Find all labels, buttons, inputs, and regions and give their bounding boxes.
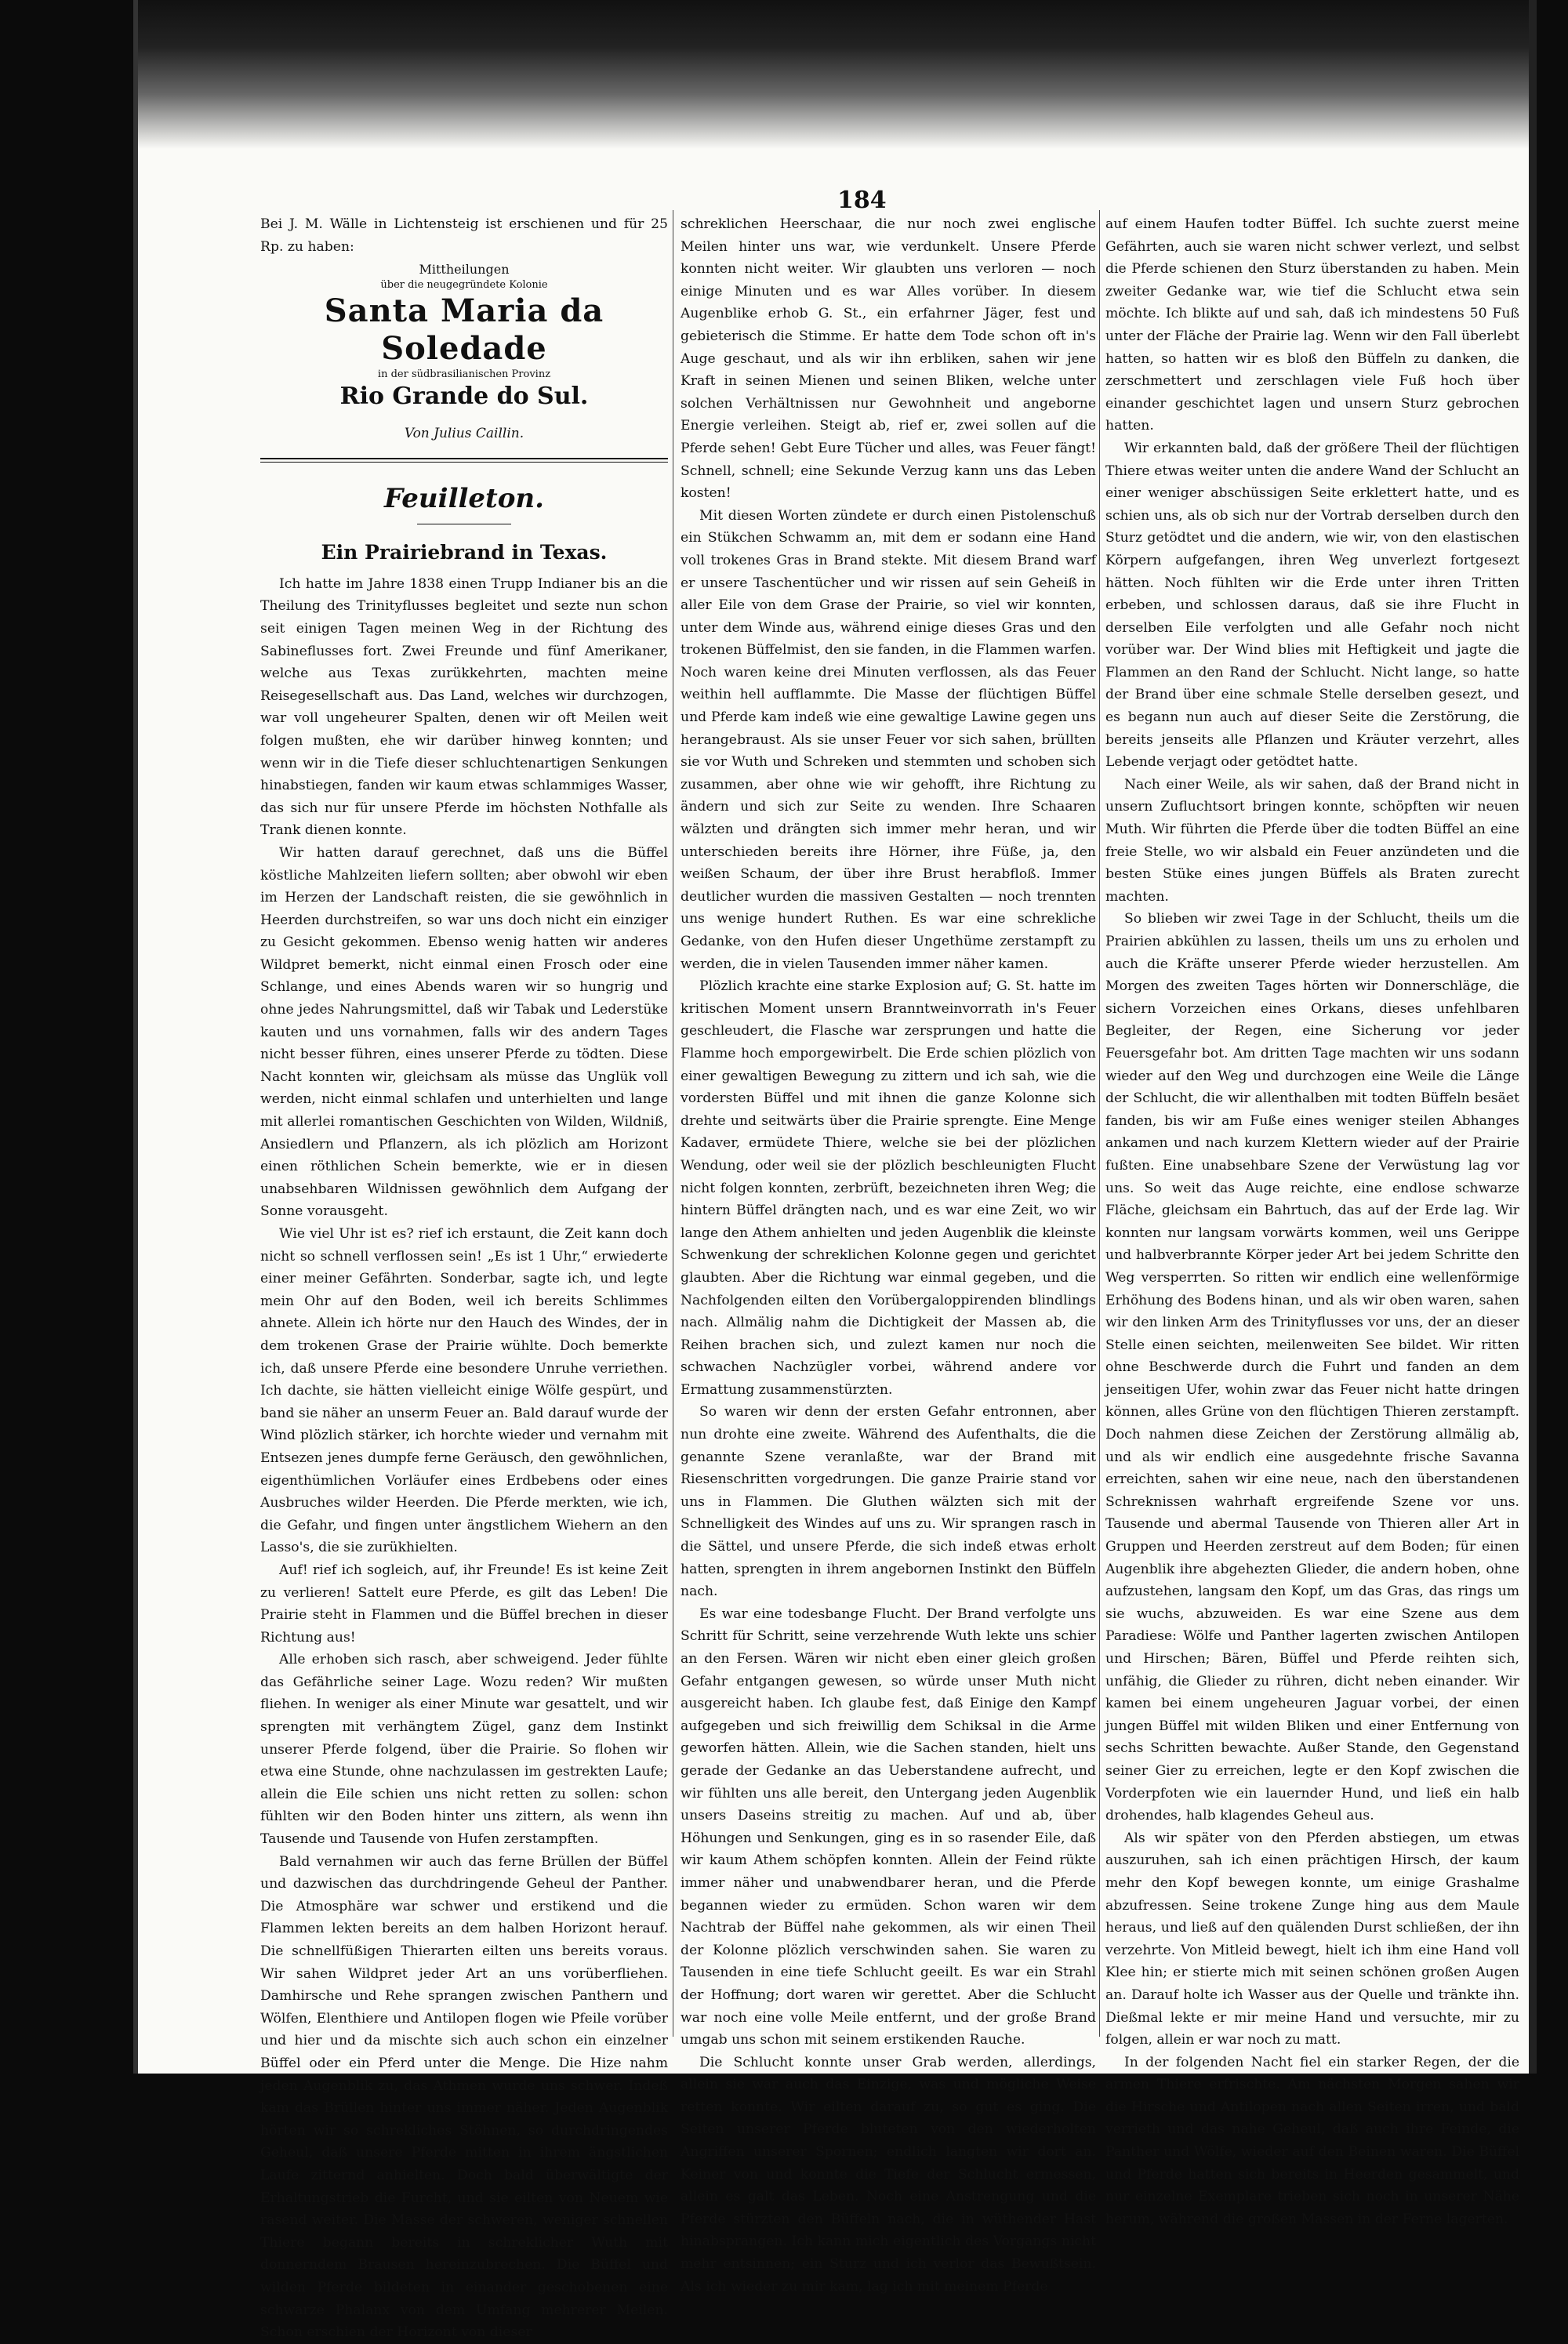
page-top-shadow: [133, 0, 1537, 149]
page-number: 184: [837, 187, 887, 214]
paragraph: Wie viel Uhr ist es? rief ich erstaunt, die Zeit kann doch nicht so schnell verflossen sein! „Es ist 1 Uhr,“ erwiederte einer meiner Gefährten. Sonderbar, sagte ich, und legte mein Ohr auf den Boden, weil ich bereits Schlimmes ahnete. Allein ich hörte nur den Hauch des Windes, der in dem trokenen Grase der Prairie wühlte. Doch bemerkte ich, daß unsere Pferde eine besondere Unruhe verriethen. Ich dachte, sie hätten vielleicht einige Wölfe gespürt, und band sie näher an unserm Feuer an. Bald darauf wurde der Wind plözlich stärker, ich horchte wieder und vernahm mit Entsezen jenes dumpfe ferne Geräusch, den gewöhnlichen, eigenthümlichen Vorläufer eines Erdbebens oder eines Ausbruches wilder Heerden. Die Pferde merkten, wie ich, die Gefahr, und fingen unter ängstlichem Wiehern an den Lasso's, die sie zurükhielten.: [260, 1226, 668, 1556]
paragraph: Mit diesen Worten zündete er durch einen Pistolenschuß ein Stükchen Schwamm an, mit dem er sodann eine Hand voll trokenes Gras in Brand stekte. Mit diesem Brand warf er unsere Taschentücher und wir rissen auf sein Geheiß in aller Eile von dem Grase der Prairie, so viel wir konnten, unter dem Winde aus, während einige dieses Gras und den trokenen Büffelmist, den sie fanden, in die Flammen warfen. Noch waren keine drei Minuten verflossen, als das Feuer weithin hell aufflammte. Die Masse der flüchtigen Büffel und Pferde kam indeß wie eine gewaltige Lawine gegen uns herangebraust. Als sie unser Feuer vor sich sahen, brüllten sie vor Wuth und Schreken und stemmten und schoben sich zusammen, aber ohne wie wir gehofft, ihre Richtung zu ändern und sich zur Seite zu wenden. Ihre Schaaren wälzten und drängten sich immer mehr heran, und wir unterschieden bereits ihre Hörner, ihre Füße, ja, den weißen Schaum, der über ihre Brust herabfloß. Immer deutlicher wurden die massiven Gestalten — noch trennten uns wenige hundert Ruthen. Es war eine schrekliche Gedanke, von den Hufen dieser Ungethüme zerstampft zu werden, die in vielen Tausenden immer näher kamen.: [681, 507, 1096, 972]
page-spine-edge: [133, 0, 138, 2074]
column-divider: [1099, 210, 1100, 2037]
paragraph: Ich hatte im Jahre 1838 einen Trupp Indianer bis an die Theilung des Trinityflusses begleitet und sezte nun schon seit einigen Tagen meinen Weg in der Richtung des Sabineflusses fort. Zwei Freunde und fünf Amerikaner, welche aus Texas zurükkehrten, machten meine Reisegesellschaft aus. Das Land, welches wir durchzogen, war voll ungeheurer Spalten, denen wir oft Meilen weit folgen mußten, ehe wir darüber hinweg konnten; und wenn wir in die Tiefe dieser schluchtenartigen Senkungen hinabstiegen, fanden wir kaum etwas schlammiges Wasser, das sich nur für unsere Pferde im höchsten Nothfalle als Trank dienen konnte.: [260, 575, 668, 839]
paragraph: Alle erhoben sich rasch, aber schweigend. Jeder fühlte das Gefährliche seiner Lage. Wozu reden? Wir mußten fliehen. In weniger als einer Minute war gesattelt, und wir sprengten mit verhängtem Zügel, ganz dem Instinkt unserer Pferde folgend, über die Prairie. So flohen wir etwa eine Stunde, ohne nachzulassen im gestrekten Laufe; allein die Eile schien uns nicht retten zu sollen: schon fühlten wir den Boden hinter uns zittern, als wenn ihn Tausende und Tausende von Hufen zerstampften.: [260, 1652, 668, 1848]
paragraph: Wir erkannten bald, daß der größere Theil der flüchtigen Thiere etwas weiter unten die andere Wand der Schlucht an einer weniger abschüssigen Seite erklettert hatte, und es schien uns, als ob sich nur der Vortrab derselben durch den Sturz getödtet und die andern, wie wir, von den elastischen Körpern aufgefangen, ihren Weg unverlezt fortgesezt hätten. Noch fühlten wir die Erde unter ihren Tritten erbeben, und schlossen daraus, daß sie ihre Flucht in derselben Eile verfolgten und alle Gefahr noch nicht vorüber war. Der Wind blies mit Heftigkeit und jagte die Flammen an den Rand der Schlucht. Nicht lange, so hatte der Brand über eine schmale Stelle derselben gesezt, und es begann nun auch auf dieser Seite die Zerstörung, die bereits jenseits alle Pflanzen und Kräuter verzehrt, alles Lebende verjagt oder getödtet hatte.: [1105, 440, 1519, 771]
paragraph: So blieben wir zwei Tage in der Schlucht, theils um die Prairien abkühlen zu lassen, theils um uns zu erholen und auch die Kräfte unserer Pferde wieder herzustellen. Am Morgen des zweiten Tages hörten wir Donnerschläge, die sichern Vorzeichen eines Orkans, dieses unfehlbaren Begleiter, der Regen, eine Sicherung vor jeder Feuersgefahr bot. Am dritten Tage machten wir uns sodann wieder auf den Weg und durchzogen eine Weile die Länge der Schlucht, die wir allenthalben mit todten Büffeln besäet fanden, bis wir am Fuße eines weniger steilen Abhanges ankamen und nach kurzem Klettern wieder auf der Prairie fußten. Eine unabsehbare Szene der Verwüstung lag vor uns. So weit das Auge reichte, eine endlose schwarze Fläche, gleichsam ein Bahrtuch, das auf der Erde lag. Wir konnten nur langsam vorwärts kommen, weil uns Gerippe und halbverbrannte Körper jeder Art bei jedem Schritte den Weg versperrten. So ritten wir endlich eine wellenförmige Erhöhung des Bodens hinan, und als wir oben waren, sahen wir den linken Arm des Trinityflusses vor uns, der an dieser Stelle einen seichten, meilenweiten See bildet. Wir ritten ohne Beschwerde durch die Fuhrt und fanden an dem jenseitigen Ufer, wohin zwar das Feuer nicht hatte dringen können, alles Grüne von den flüchtigen Thieren zerstampft. Doch nahmen diese Zeichen der Zerstörung allmälig ab, und als wir endlich eine ausgedehnte frische Savanna erreichten, sahen wir eine neue, nach den überstandenen Schreknissen wahrhaft ergreifende Szene vor uns. Tausende und abermal Tausende von Thieren aller Art in Gruppen und Heerden zerstreut auf dem Boden; für einen Augenblik ihre abgehezten Glieder, die andern hoben, ohne aufzustehen, langsam den Kopf, um das Gras, das rings um sie wuchs, abzuweiden. Es war eine Szene aus dem Paradiese: Wölfe und Panther lagerten zwischen Antilopen und Hirschen; Bären, Büffel und Pferde reihten sich, unfähig, die Glieder zu rühren, dicht neben einander. Wir kamen bei einem ungeheuren Jaguar vorbei, der einen jungen Büffel mit wilden Bliken und einer Entfernung von sechs Schritten bewachte. Außer Stande, den Gegenstand seiner Gier zu erreichen, legte er den Kopf zwischen die Vorderpfoten wie ein lauernder Hund, und ließ ein halb drohendes, halb klagendes Geheul aus.: [1105, 911, 1519, 1824]
paragraph: Es war eine todesbange Flucht. Der Brand verfolgte uns Schritt für Schritt, seine verzehrende Wuth lekte uns schier an den Fersen. Wären wir nicht eben einer gleich großen Gefahr entgangen gewesen, so würde unser Muth nicht ausgereicht haben. Ich glaube fest, daß Einige den Kampf aufgegeben und sich freiwillig dem Schiksal in die Arme geworfen hätten. Allein, wie die Sachen standen, hielt uns gerade der Gedanke an das Ueberstandene aufrecht, und wir fühlten uns alle bereit, den Untergang jeden Augenblik unsers Daseins streitig zu machen. Auf und ab, über Höhungen und Senkungen, ging es in so rasender Eile, daß wir kaum Athem schöpfen konnten. Allein der Feind rükte immer näher und unabwendbarer heran, und die Pferde begannen wieder zu ermüden. Schon waren wir dem Nachtrab der Büffel nahe gekommen, als wir einen Theil der Kolonne plözlich verschwinden sahen. Sie waren zu Tausenden in eine tiefe Schlucht geeilt. Es war ein Strahl der Hoffnung; dort waren wir gerettet. Aber die Schlucht war noch eine volle Meile entfernt, und der große Brand umgab uns schon mit seinem erstikenden Rauche.: [681, 1606, 1096, 2048]
paragraph: Wir hatten darauf gerechnet, daß uns die Büffel köstliche Mahlzeiten liefern sollten; aber obwohl wir eben im Herzen der Landschaft reisten, die sie gewöhnlich in Heerden durchstreifen, so war uns doch nicht ein einziger zu Gesicht gekommen. Ebenso wenig hatten wir anderes Wildpret bemerkt, nicht einmal einen Frosch oder eine Schlange, und eines Abends waren wir so hungrig und ohne jedes Nahrungsmittel, daß wir Tabak und Lederstüke kauten und uns vornahmen, falls wir des andern Tages nicht besser führen, eines unserer Pferde zu tödten. Diese Nacht konnten wir, gleichsam als müsse das Unglük voll werden, nicht einmal schlafen und unterhielten und lange mit allerlei romantischen Geschichten von Wilden, Wildniß, Ansiedlern und Pflanzern, als ich plözlich am Horizont einen röthlichen Schein bemerkte, wie er in diesen unabsehbaren Wildnissen gewöhnlich dem Aufgang der Sonne vorausgeht.: [260, 844, 668, 1220]
article-body-column-1: [260, 573, 668, 2344]
advertisement: [260, 261, 668, 445]
paragraph: Als wir später von den Pferden abstiegen, um etwas auszuruhen, sah ich einen prächtigen Hirsch, der kaum mehr den Kopf bewegen konnte, um einige Grashalme abzufressen. Seine trokene Zunge hing aus dem Maule heraus, und ließ auf den quälenden Durst schließen, der ihn verzehrte. Von Mitleid bewegt, hielt ich ihm eine Hand voll Klee hin; er stierte mich mit seinen schönen großen Augen an. Darauf holte ich Wasser aus der Quelle und tränkte ihn. Dießmal lekte er mir meine Hand und versuchte, mir zu folgen, allein er war noch zu matt.: [1105, 1830, 1519, 2048]
advertisement-author: Von Julius Caillin.: [404, 426, 524, 442]
advertisement-line: über die neugegründete Kolonie: [380, 279, 548, 292]
paragraph: So waren wir denn der ersten Gefahr entronnen, aber nun drohte eine zweite. Während des Aufenthalts, die die genannte Szene veranlaßte, war der Brand mit Riesenschritten vorgedrungen. Die ganze Prairie stand vor uns in Flammen. Die Gluthen wälzten sich mit der Schnelligkeit des Windes auf uns zu. Wir sprangen rasch in die Sättel, und unsere Pferde, die sich indeß etwas erholt hatten, sprengten in ihrem angebornen Instinkt den Büffeln nach.: [681, 1404, 1096, 1600]
paragraph: Bald vernahmen wir auch das ferne Brüllen der Büffel und dazwischen das durchdringende Geheul der Panther. Die Atmosphäre war schwer und erstikend und die Flammen lekten bereits an dem halben Horizont herauf. Die schnellfüßigen Thierarten eilten uns bereits voraus. Wir sahen Wildpret jeder Art an uns vorüberfliehen. Damhirsche und Rehe sprangen zwischen Panthern und Wölfen, Elenthiere und Antilopen flogen wie Pfeile vorüber und hier und da mischte sich auch schon ein einzelner Büffel oder ein Pferd unter die Menge. Die Hize nahm jeden Augenblik zu, das Athmen wurde uns schwer. Indeß kam das Brüllen hinter uns immer näher. Jeden Augenblik hörten wir so schrekliches Stöhnen, so durchdringendes Geheul, daß unsere Pferde mitten in ihrem ängstlichen Laufe zitternd anhielten. Doch bald überwältigte der Erhaltungstrieb die Furcht, und sie eilten von Neuem wie rasend weiter. Die Masse der schweren, weniger schnellen Thiere begann bereits in schreklicher Wuth mit donnerndem Brausen hereinzubrechen. Die Büffel und wilden Pferde bildeten in einander geschobenen eine schwarze Phalanx von dem Umfang mehrerer Meilen. Schon erschien der Horizont von dieser: [260, 1853, 668, 2341]
paragraph: auf einem Haufen todter Büffel. Ich suchte zuerst meine Gefährten, auch sie waren nicht schwer verlezt, und selbst die Pferde schienen den Sturz überstanden zu haben. Mein zweiter Gedanke war, wie tief die Schlucht etwa sein möchte. Ich blikte auf und sah, daß ich mindestens 50 Fuß unter der Fläche der Prairie lag. Wenn wir den Fall überlebt hatten, so hatten wir es bloß den Büffeln zu danken, die zerschmettert und zerschlagen viele Fuß hoch über einander geschichtet lagen und unsern Sturz gebrochen hatten.: [1105, 216, 1519, 434]
newspaper-page: [133, 0, 1537, 2341]
column-2: [681, 213, 1096, 2295]
advertisement-subheadline: Rio Grande do Sul.: [339, 383, 589, 411]
column-1: [260, 213, 668, 2341]
paragraph: In der folgenden Nacht fiel ein starker Regen, der die armen Thiere erfrischte. Am nächsten Morgen sahen wir die Hirsche und Antilopen nach allen Seiten irren, und bald verrieth und das nahe Geheul, daß auch ihre Feinde, die Panther und Wölfe, wieder auf den Beinen waren. Die Büffel und Pferde hatten sich bereits in Heerden gesammelt, und nur einzelne Exemplare trieben sich noch in unserer Nähe herum, während die großen Massen in der Ferne lagerten.: [1105, 2054, 1519, 2227]
article-title: Ein Prairiebrand in Texas.: [321, 540, 608, 564]
paragraph: Die Schlucht konnte unser Grab werden, allerdings, allein sie war auch das Einzige, was und mögliche Weise retten konnte. Wir eilten darauf zu, so gut es ging. Die Seiten unserer Pferde bluteten von den wiederholten Angriffen unserer Spornen; endlich langten wir dort an. Keiner von und konnte die Tiefe der Schlucht ermessen, allein es galt das Leben. Noch eine Anstrengung und die Pferde stürzten den Büffeln nach, die in wüthender Hast hinabsprangen. Ich kann mich eigentlich des Vorgangs nicht mehr entsinnen; ein Sturz und ich verlor das Bewußtsein. Als ich wieder zu mir kam, lag ich mit meinem Pferde: [681, 2054, 1096, 2295]
paragraph: Plözlich krachte eine starke Explosion auf; G. St. hatte im kritischen Moment unsern Branntweinvorrath in's Feuer geschleudert, die Flasche war zersprungen und hatte die Flamme hoch emporgewirbelt. Die Erde schien plözlich von einer gewaltigen Bewegung zu zittern und ich sah, wie die vordersten Büffel und mit ihnen die ganze Kolonne sich drehte und seitwärts über die Prairie sprengte. Eine Menge Kadaver, ermüdete Thiere, welche sie bei der plözlichen Wendung, oder weil sie der plözlich beschleunigten Flucht nicht folgen konnten, zerbrüft, bezeichneten ihren Weg; die hintern Büffel drängten nach, und es war eine Zeit, wo wir lange den Athem anhielten und jeden Augenblik die kleinste Schwenkung der schreklichen Kolonne gegen und gerichtet glaubten. Aber die Richtung war einmal gegeben, und die Nachfolgenden eilten den Vorübergaloppirenden blindlings nach. Allmälig nahm die Dichtigkeit der Massen ab, die Reihen brachen sich, und zulezt kamen nur noch die schwachen Nachzügler vorbei, während andere vor Ermattung zusammenstürzten.: [681, 978, 1096, 1398]
column-3: [1105, 213, 1519, 2227]
section-divider: [260, 458, 668, 463]
paragraph: schreklichen Heerschaar, die nur noch zwei englische Meilen hinter uns war, wie verdunkelt. Unsere Pferde konnten nicht weiter. Wir glaubten uns verloren — noch einige Minuten und es war Alles vorüber. In diesem Augenblike erhob G. St., ein erfahrner Jäger, fest und gebieterisch die Stimme. Er hatte dem Tode schon oft in's Auge geschaut, und als wir ihn erbliken, sahen wir jene Kraft in seinen Mienen und seinen Bliken, welche unter solchen Verhältnissen nur Gewohnheit und angeborne Energie verleihen. Steigt ab, rief er, zwei sollen auf die Pferde sehen! Gebt Eure Tücher und alles, was Feuer fängt! Schnell, schnell; eine Sekunde Verzug kann uns das Leben kosten!: [681, 216, 1096, 502]
advertisement-line: Mittheilungen: [419, 262, 510, 278]
advertisement-headline: Santa Maria da Soledade: [324, 292, 604, 368]
paragraph: Nach einer Weile, als wir sahen, daß der Brand nicht in unsern Zufluchtsort bringen konnte, schöpften wir neuen Muth. Wir führten die Pferde über die todten Büffel an eine freie Stelle, wo wir alsbald ein Feuer anzündeten und die besten Stüke eines jungen Büffels als Braten zurecht machten.: [1105, 776, 1519, 905]
page-right-edge: [1529, 0, 1537, 2074]
advertisement-intro: Bei J. M. Wälle in Lichtensteig ist erschienen und für 25 Rp. zu haben:: [260, 216, 668, 255]
section-title: Feuilleton.: [384, 482, 544, 514]
advertisement-line: in der südbrasilianischen Provinz: [377, 368, 551, 381]
paragraph: Auf! rief ich sogleich, auf, ihr Freunde! Es ist keine Zeit zu verlieren! Sattelt eure Pferde, es gilt das Leben! Die Prairie steht in Flammen und die Büffel brechen in dieser Richtung aus!: [260, 1562, 668, 1646]
